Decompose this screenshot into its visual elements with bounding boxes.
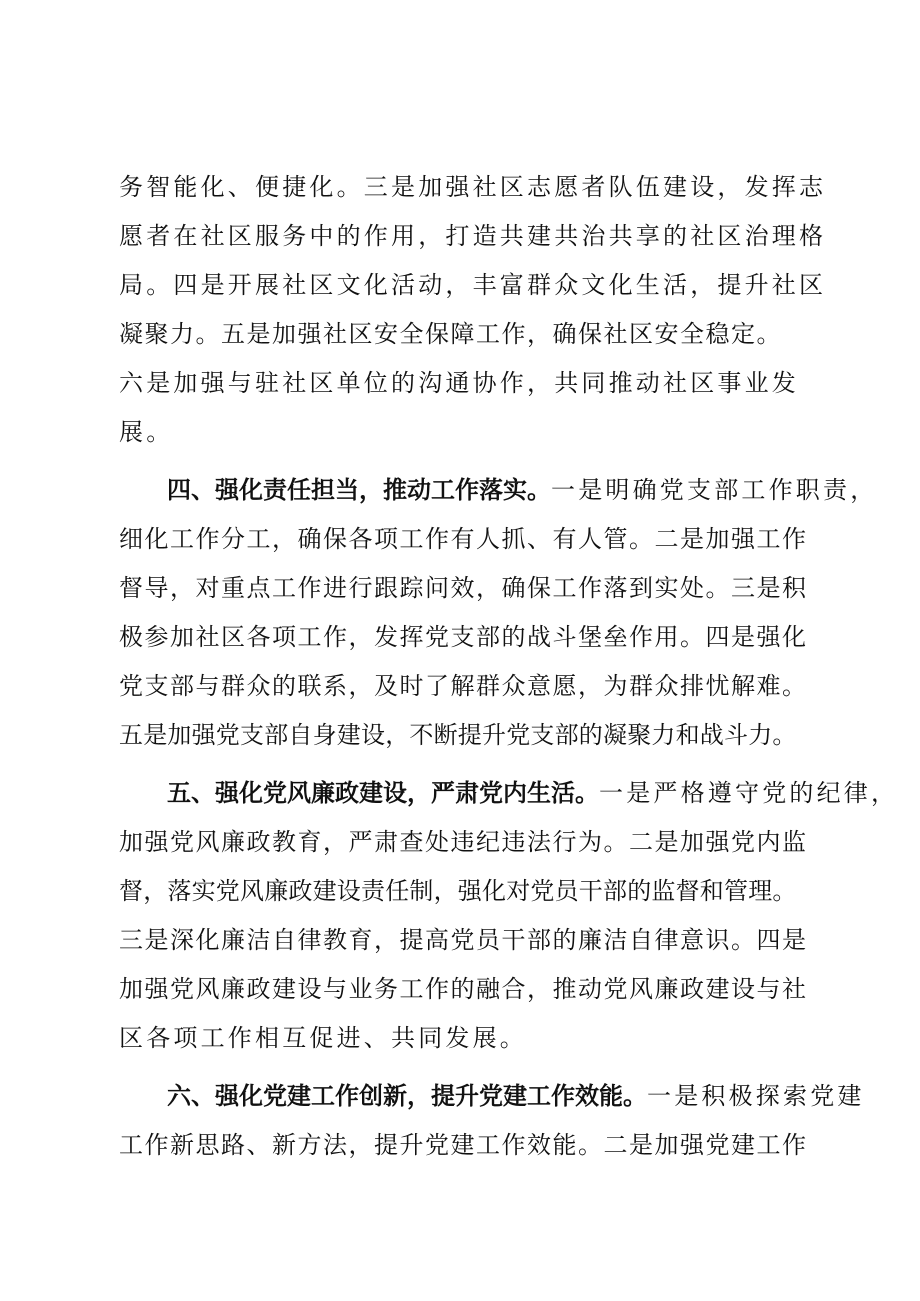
text-line: 务智能化、便捷化。三是加强社区志愿者队伍建设，发挥志: [119, 173, 827, 201]
text-line: 展。: [119, 418, 174, 446]
text-line: 细化工作分工，确保各项工作有人抓、有人管。二是加强工作: [119, 525, 808, 553]
section-5-first-line-text: 一是严格遵守党的纪律，: [599, 779, 899, 807]
text-line: 极参加社区各项工作，发挥党支部的战斗堡垒作用。四是强化: [119, 623, 808, 651]
section-6-paragraph: [119, 1072, 865, 1170]
text-line: 五是加强党支部自身建设，不断提升党支部的凝聚力和战斗力。: [119, 721, 797, 749]
text-line: 加强党风廉政教育，严肃查处违纪违法行为。二是加强党内监: [119, 828, 808, 856]
section-4-paragraph: [119, 466, 878, 760]
section-4-first-line-text: 一是明确党支部工作职责，: [551, 476, 878, 504]
section-5-paragraph: [119, 769, 899, 1063]
document-body: [119, 163, 899, 1170]
paragraph-community-services: [119, 163, 839, 457]
text-line: 凝聚力。五是加强社区安全保障工作，确保社区安全稳定。: [119, 320, 782, 348]
section-6-first-line-text: 一是积极探索党建: [647, 1082, 865, 1110]
section-4-heading: 四、强化责任担当，推动工作落实。: [167, 476, 551, 504]
text-line: 六是加强与驻社区单位的沟通协作，共同推动社区事业发: [119, 369, 799, 397]
section-6-first-line: [119, 1072, 865, 1121]
text-line: 区各项工作相互促进、共同发展。: [119, 1024, 527, 1052]
text-line: 局。四是开展社区文化活动，丰富群众文化生活，提升社区: [119, 271, 827, 299]
text-line: 督导，对重点工作进行跟踪问效，确保工作落到实处。三是积: [119, 574, 808, 602]
text-line: 三是深化廉洁自律教育，提高党员干部的廉洁自律意识。四是: [119, 926, 808, 954]
section-4-first-line: [119, 466, 878, 515]
text-line: 加强党风廉政建设与业务工作的融合，推动党风廉政建设与社: [119, 975, 808, 1003]
text-line: 党支部与群众的联系，及时了解群众意愿，为群众排忧解难。: [119, 672, 808, 700]
text-line: 工作新思路、新方法，提升党建工作效能。二是加强党建工作: [119, 1131, 808, 1159]
section-5-first-line: [119, 769, 899, 818]
section-5-heading: 五、强化党风廉政建设，严肃党内生活。: [167, 779, 599, 807]
section-6-heading: 六、强化党建工作创新，提升党建工作效能。: [167, 1082, 647, 1110]
text-line: 愿者在社区服务中的作用，打造共建共治共享的社区治理格: [119, 222, 827, 250]
text-line: 督，落实党风廉政建设责任制，强化对党员干部的监督和管理。: [119, 877, 797, 905]
